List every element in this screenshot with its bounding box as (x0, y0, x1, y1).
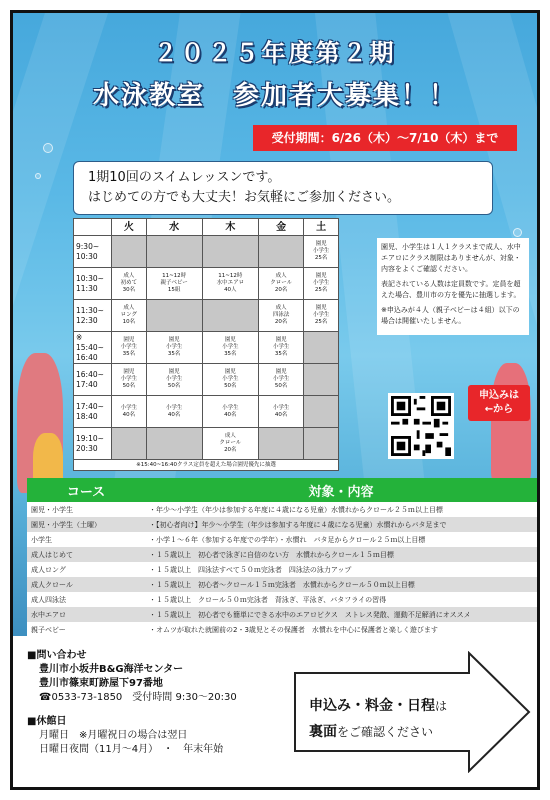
schedule-cell (304, 428, 339, 460)
schedule-footnote: ※15:40~16:40クラス定員を超えた場合園児優先に抽選 (74, 460, 339, 471)
course-name: 小学生 (27, 532, 145, 547)
schedule-table (73, 218, 339, 471)
schedule-cell (146, 300, 202, 332)
day-header: 木 (202, 219, 258, 236)
course-name: 園児・小学生 (27, 502, 145, 517)
schedule-row (74, 236, 339, 268)
schedule-cell: 成人 クロール 20名 (259, 268, 304, 300)
schedule-cell (259, 236, 304, 268)
schedule-cell: 園児 小学生 35名 (259, 332, 304, 364)
schedule-cell (304, 364, 339, 396)
application-period: 受付期間：6/26（木）～7/10（木）まで (253, 125, 517, 151)
schedule-cell: 成人 四泳法 20名 (259, 300, 304, 332)
time-slot: 9:30~ 10:30 (74, 236, 112, 268)
course-description: ・１５歳以上 初心者でも簡単にできる水中のエアロビクス ストレス発散、運動不足解消にオススメ (145, 607, 537, 622)
qr-code[interactable] (388, 393, 454, 459)
schedule-cell (304, 332, 339, 364)
course-name: 親子ベビー (27, 622, 145, 637)
day-header: 金 (259, 219, 304, 236)
schedule-cell: 園児 小学生 35名 (112, 332, 147, 364)
day-header: 火 (112, 219, 147, 236)
course-description: ・１５歳以上 初心者～クロール１５ｍ完泳者 水慣れからクロール５０ｍ以上目標 (145, 577, 537, 592)
course-name: 園児・小学生（土曜） (27, 517, 145, 532)
schedule-cell: 小学生 40名 (202, 396, 258, 428)
qr-code-icon (391, 396, 451, 456)
course-description: ・１５歳以上 クロール５０ｍ完泳者 背泳ぎ、平泳ぎ、バタフライの習得 (145, 592, 537, 607)
schedule-cell: 園児 小学生 25名 (304, 236, 339, 268)
notes-box (377, 238, 529, 335)
schedule-cell: 園児 小学生 50名 (112, 364, 147, 396)
time-slot: 17:40~ 18:40 (74, 396, 112, 428)
back-note-suffix-2: をご確認ください (337, 725, 434, 739)
course-description: ・１５歳以上 初心者で泳ぎに自信のない方 水慣れからクロール１５ｍ目標 (145, 547, 537, 562)
time-slot: 11:30~ 12:30 (74, 300, 112, 332)
time-slot: 10:30~ 11:30 (74, 268, 112, 300)
contact-address: 豊川市篠束町跡屋下97番地 (39, 678, 163, 689)
page-title: ２０２５年度第２期 (153, 39, 397, 67)
schedule-cell: 11~12時 水中エアロ 40人 (202, 268, 258, 300)
closed-days-1: 月曜日 ※月曜祝日の場合は翌日 (39, 730, 188, 741)
schedule-cell (259, 428, 304, 460)
schedule-row (74, 364, 339, 396)
coral-icon (491, 363, 531, 483)
schedule-cell (304, 396, 339, 428)
course-row (27, 622, 537, 637)
course-name: 成人ロング (27, 562, 145, 577)
schedule-row (74, 332, 339, 364)
note-minimum: ※申込みが４人（親子ベビーは４組）以下の場合は開催いたしません。 (381, 306, 520, 325)
contact-info (27, 649, 273, 757)
closed-days-heading: ■休館日 (27, 716, 67, 727)
schedule-cell: 園児 小学生 50名 (259, 364, 304, 396)
closed-days-2: 日曜日夜間（11月～4月） ・ 年末年始 (39, 744, 224, 755)
course-row (27, 607, 537, 622)
schedule-cell: 小学生 40名 (112, 396, 147, 428)
course-description: ・オムツが取れた就園前の2・3歳児とその保護者 水慣れを中心に保護者と楽しく遊びます (145, 622, 537, 637)
back-page-arrow (293, 651, 533, 773)
schedule-cell (146, 236, 202, 268)
flyer (10, 10, 540, 790)
schedule-cell: 園児 小学生 25名 (304, 300, 339, 332)
contact-phone[interactable]: ☎0533-73-1850 受付時間 9:30～20:30 (39, 692, 237, 703)
note-capacity: 表記されている人数は定員数です。定員を超えた場合、豊川市の方を優先に抽選します。 (381, 280, 521, 299)
apply-here-label: 申込みは ←から (468, 385, 530, 421)
schedule-row (74, 428, 339, 460)
course-row (27, 502, 537, 517)
schedule-cell: 園児 小学生 50名 (202, 364, 258, 396)
course-name: 成人四泳法 (27, 592, 145, 607)
course-description: ・【初心者向け】年少～小学生（年少は参加する年度に４歳になる児童）水慣れからバタ足まで (145, 517, 537, 532)
schedule-row (74, 268, 339, 300)
target-column-header: 対象・内容 (145, 478, 537, 502)
time-slot: ※ 15:40~ 16:40 (74, 332, 112, 364)
schedule-row (74, 396, 339, 428)
course-name: 成人はじめて (27, 547, 145, 562)
intro-line-1: 1期10回のスイムレッスンです。 (88, 170, 281, 185)
schedule-corner (74, 219, 112, 236)
schedule-cell (202, 300, 258, 332)
course-description: ・小学１～６年（参加する年度での学年）・水慣れ バタ足からクロール２５ｍ以上目標 (145, 532, 537, 547)
course-row (27, 517, 537, 532)
schedule-cell: 園児 小学生 35名 (202, 332, 258, 364)
course-name: 成人クロール (27, 577, 145, 592)
schedule-cell: 成人 クロール 20名 (202, 428, 258, 460)
schedule-cell: 園児 小学生 50名 (146, 364, 202, 396)
schedule-cell: 小学生 40名 (146, 396, 202, 428)
day-header: 土 (304, 219, 339, 236)
schedule-row (74, 300, 339, 332)
schedule-cell: 園児 小学生 35名 (146, 332, 202, 364)
schedule-cell: 成人 初めて 30名 (112, 268, 147, 300)
schedule-cell (146, 428, 202, 460)
back-note-suffix: は (435, 699, 448, 713)
note-class-limit: 園児、小学生は１人１クラスまで成人、水中エアロにクラス制限はありませんが、対象・内容をよくご確認ください。 (381, 243, 521, 273)
course-description: ・１５歳以上 四泳法すべて５０ｍ完泳者 四泳法の泳力アップ (145, 562, 537, 577)
course-table (27, 478, 537, 637)
schedule-cell (112, 236, 147, 268)
schedule-cell: 小学生 40名 (259, 396, 304, 428)
time-slot: 16:40~ 17:40 (74, 364, 112, 396)
schedule-cell (202, 236, 258, 268)
back-note-ura: 裏面 (309, 724, 337, 740)
course-row (27, 547, 537, 562)
contact-heading: ■問い合わせ (27, 650, 87, 661)
schedule-cell (112, 428, 147, 460)
page-subtitle: 水泳教室 参加者大募集！！ (92, 81, 457, 111)
day-header: 水 (146, 219, 202, 236)
course-row (27, 592, 537, 607)
course-description: ・年少～小学生（年少は参加する年度に４歳になる児童）水慣れからクロール２５ｍ以上目標 (145, 502, 537, 517)
schedule-cell: 11~12時 親子ベビー 15組 (146, 268, 202, 300)
intro-line-2: はじめての方でも大丈夫！お気軽にご参加ください。 (88, 190, 401, 205)
back-page-note (309, 693, 447, 745)
schedule-cell: 成人 ロング 10名 (112, 300, 147, 332)
course-row (27, 562, 537, 577)
back-note-main: 申込み・料金・日程 (309, 698, 435, 714)
schedule-cell: 園児 小学生 25名 (304, 268, 339, 300)
course-row (27, 532, 537, 547)
course-column-header: コース (27, 478, 145, 502)
time-slot: 19:10~ 20:30 (74, 428, 112, 460)
intro-box (73, 161, 493, 215)
course-name: 水中エアロ (27, 607, 145, 622)
course-row (27, 577, 537, 592)
contact-org: 豊川市小坂井B&G海洋センター (39, 664, 184, 675)
